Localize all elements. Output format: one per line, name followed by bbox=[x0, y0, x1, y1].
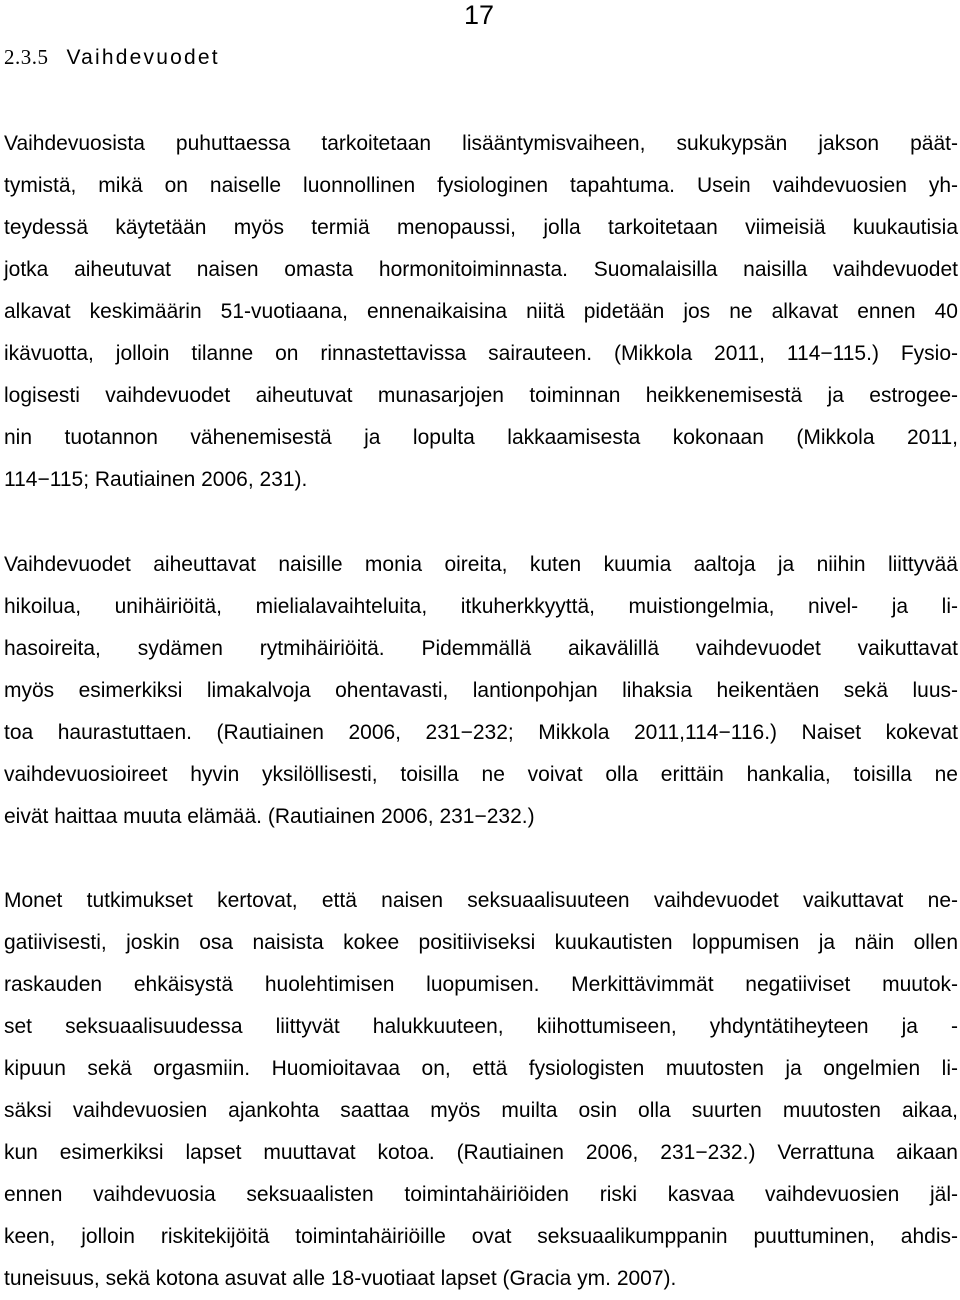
text-line: vaihdevuosioireet hyvin yksilöllisesti, toisilla ne voivat olla erittäin hankalia, toisilla ne bbox=[4, 763, 958, 786]
text-line: logisesti vaihdevuodet aiheutuvat munasarjojen toiminnan heikkenemisestä ja estrogee- bbox=[4, 384, 958, 407]
text-line: nin tuotannon vähenemisestä ja lopulta lakkaamisesta kokonaan (Mikkola 2011, bbox=[4, 426, 958, 449]
text-line: Vaihdevuosista puhuttaessa tarkoitetaan lisääntymisvaiheen, sukukypsän jakson päät- bbox=[4, 132, 958, 155]
text-line: hikoilua, unihäiriöitä, mielialavaihteluita, itkuherkkyyttä, muistiongelmia, nivel- ja li- bbox=[4, 595, 958, 618]
text-line: raskauden ehkäisystä huolehtimisen luopumisen. Merkittävimmät negatiiviset muutok- bbox=[4, 973, 958, 996]
text-line: toa haurastuttaen. (Rautiainen 2006, 231−232; Mikkola 2011,114−116.) Naiset kokevat bbox=[4, 721, 958, 744]
text-line: hasoireita, sydämen rytmihäiriöitä. Pidemmällä aikavälillä vaihdevuodet vaikuttavat bbox=[4, 637, 958, 660]
text-line: kipuun sekä orgasmiin. Huomioitavaa on, että fysiologisten muutosten ja ongelmien li- bbox=[4, 1057, 958, 1080]
text-line: Monet tutkimukset kertovat, että naisen seksuaalisuuteen vaihdevuodet vaikuttavat ne- bbox=[4, 889, 958, 912]
text-line: set seksuaalisuudessa liittyvät halukkuuteen, kiihottumiseen, yhdyntätiheyteen ja - bbox=[4, 1015, 958, 1038]
text-line: keen, jolloin riskitekijöitä toimintahäiriöille ovat seksuaalikumppanin puuttuminen, ahdis- bbox=[4, 1225, 958, 1248]
text-line: Vaihdevuodet aiheuttavat naisille monia oireita, kuten kuumia aaltoja ja niihin liittyvää bbox=[4, 553, 958, 576]
text-line: tymistä, mikä on naiselle luonnollinen fysiologinen tapahtuma. Usein vaihdevuosien yh- bbox=[4, 174, 958, 197]
text-line: ennen vaihdevuosia seksuaalisten toimintahäiriöiden riski kasvaa vaihdevuosien jäl- bbox=[4, 1183, 958, 1206]
section-title: Vaihdevuodet bbox=[66, 46, 220, 69]
text-line: eivät haittaa muuta elämää. (Rautiainen 2006, 231−232.) bbox=[4, 805, 535, 828]
text-line: gatiivisesti, joskin osa naisista kokee positiiviseksi kuukautisten loppumisen ja näin ollen bbox=[4, 931, 958, 954]
text-line: kun esimerkiksi lapset muuttavat kotoa. (Rautiainen 2006, 231−232.) Verrattuna aikaan bbox=[4, 1141, 958, 1164]
text-line: tuneisuus, sekä kotona asuvat alle 18-vuotiaat lapset (Gracia ym. 2007). bbox=[4, 1267, 677, 1290]
section-number: 2.3.5 bbox=[4, 45, 49, 69]
text-line: alkavat keskimäärin 51-vuotiaana, ennenaikaisina niitä pidetään jos ne alkavat ennen 40 bbox=[4, 300, 958, 323]
text-line: ikävuotta, jolloin tilanne on rinnastettavissa sairauteen. (Mikkola 2011, 114−115.) Fysio- bbox=[4, 342, 958, 365]
paragraph-3 bbox=[4, 880, 958, 1300]
text-line: säksi vaihdevuosien ajankohta saattaa myös muilta osin olla suurten muutosten aikaa, bbox=[4, 1099, 958, 1122]
paragraph-1 bbox=[4, 123, 958, 501]
text-line: 114−115; Rautiainen 2006, 231). bbox=[4, 468, 308, 491]
page-number: 17 bbox=[464, 0, 495, 30]
section-heading bbox=[4, 42, 220, 73]
paragraph-2 bbox=[4, 544, 958, 838]
text-line: teydessä käytetään myös termiä menopaussi, jolla tarkoitetaan viimeisiä kuukautisia bbox=[4, 216, 958, 239]
text-line: myös esimerkiksi limakalvoja ohentavasti, lantionpohjan lihaksia heikentäen sekä luus- bbox=[4, 679, 958, 702]
text-line: jotka aiheutuvat naisen omasta hormonitoiminnasta. Suomalaisilla naisilla vaihdevuodet bbox=[4, 258, 958, 281]
